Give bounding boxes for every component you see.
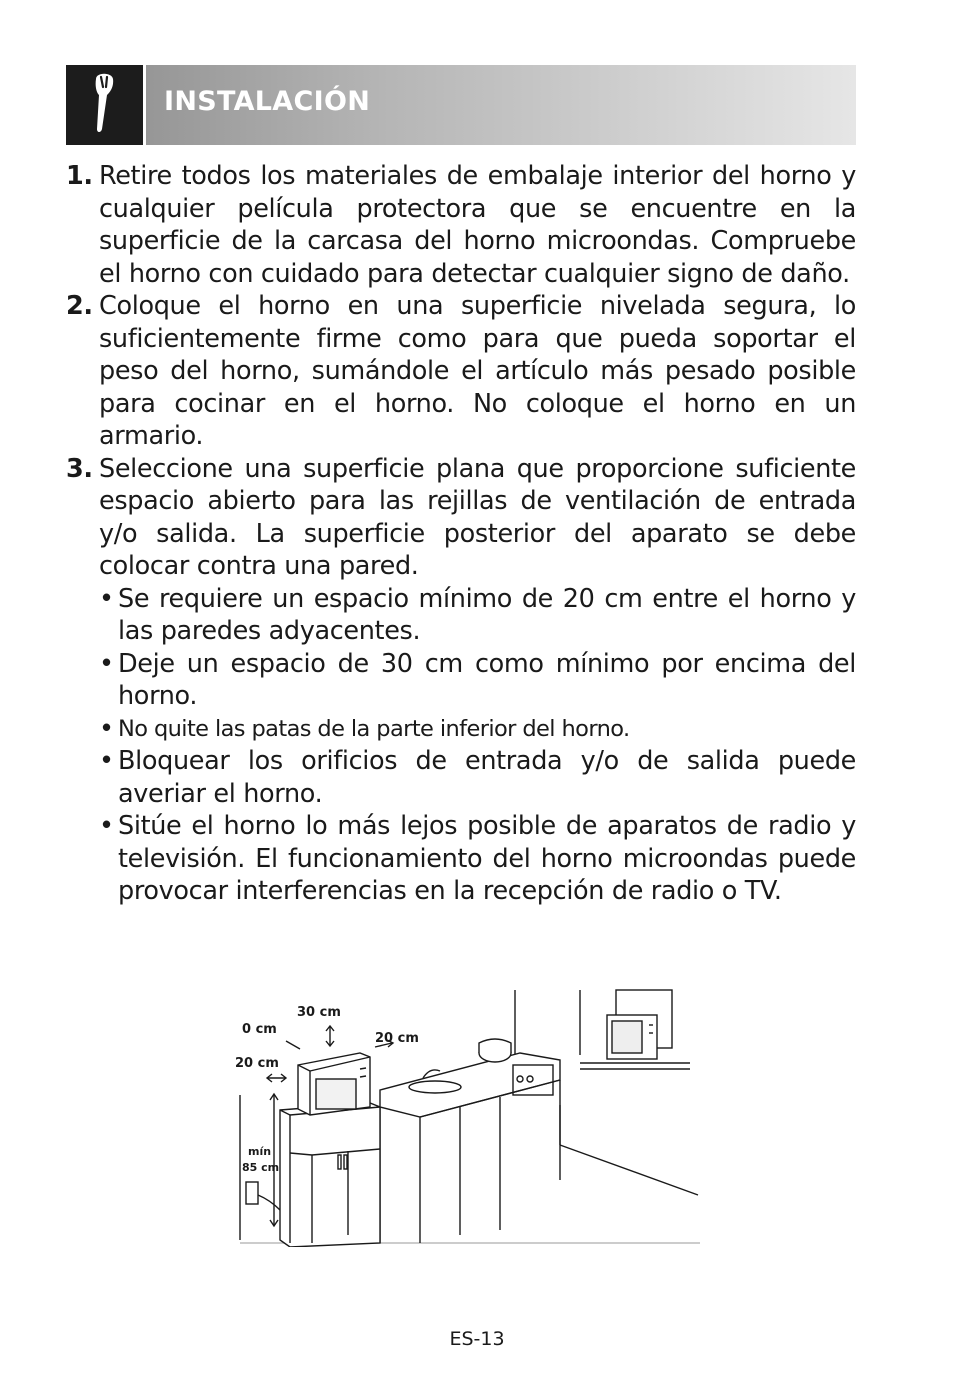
bullet-text: Se requiere un espacio mínimo de 20 cm entre el horno y las paredes adyacentes. — [118, 583, 856, 646]
step-number: 1. — [66, 161, 93, 191]
installation-instructions — [66, 160, 856, 908]
label-height: 85 cm — [242, 1161, 280, 1174]
label-right-clearance: 20 cm — [375, 1031, 419, 1046]
list-item — [99, 745, 856, 810]
step-text: Retire todos los materiales de embalaje interior del horno y cualquier película protectora que se encuentre en la superficie de la carcasa del horno microondas. Compruebe el horno con cuidado para detectar cualquier signo de daño. — [99, 161, 856, 289]
section-header — [66, 65, 856, 145]
list-item — [99, 713, 856, 746]
bullet-icon: • — [99, 648, 114, 679]
step-1 — [66, 160, 856, 290]
wrench-icon — [66, 65, 143, 145]
bullet-icon: • — [99, 746, 114, 776]
bullet-text: Sitúe el horno lo más lejos posible de aparatos de radio y televisión. El funcionamiento del horno microondas puede provocar interferencias en la recepción de radio o TV. — [118, 811, 856, 906]
step-text: Seleccione una superficie plana que proporcione suficiente espacio abierto para las rejillas de ventilación de entrada y/o salida. La superficie posterior del aparato se debe colocar contra una pared. — [99, 453, 856, 581]
bullet-icon: • — [99, 811, 114, 841]
step-number: 2. — [66, 291, 93, 321]
bullet-text: No quite las patas de la parte inferior del horno. — [118, 715, 630, 742]
page-number: ES-13 — [449, 1328, 505, 1350]
step-text: Coloque el horno en una superficie nivelada segura, lo suficientemente firme como para que pueda soportar el peso del horno, sumándole el artículo más pesado posible para cocinar en el horno. No coloque el horno en un armario. — [99, 291, 856, 451]
list-item — [99, 810, 856, 908]
list-item — [99, 648, 856, 713]
step-2 — [66, 290, 856, 453]
label-back-clearance: 0 cm — [242, 1022, 277, 1037]
bullet-text: Deje un espacio de 30 cm como mínimo por encima del horno. — [118, 648, 856, 711]
step-number: 3. — [66, 453, 93, 484]
bullet-text: Bloquear los orificios de entrada y/o de salida puede averiar el horno. — [118, 746, 856, 809]
bullet-icon: • — [99, 583, 114, 614]
label-min: mín — [248, 1145, 272, 1158]
label-left-clearance: 20 cm — [235, 1056, 279, 1071]
installation-illustration — [230, 985, 700, 1247]
bullet-icon: • — [99, 713, 114, 744]
list-item — [99, 583, 856, 648]
page-title: INSTALACIÓN — [164, 86, 371, 117]
bullet-list — [99, 583, 856, 908]
label-top-clearance: 30 cm — [297, 1005, 341, 1020]
step-3 — [66, 453, 856, 583]
